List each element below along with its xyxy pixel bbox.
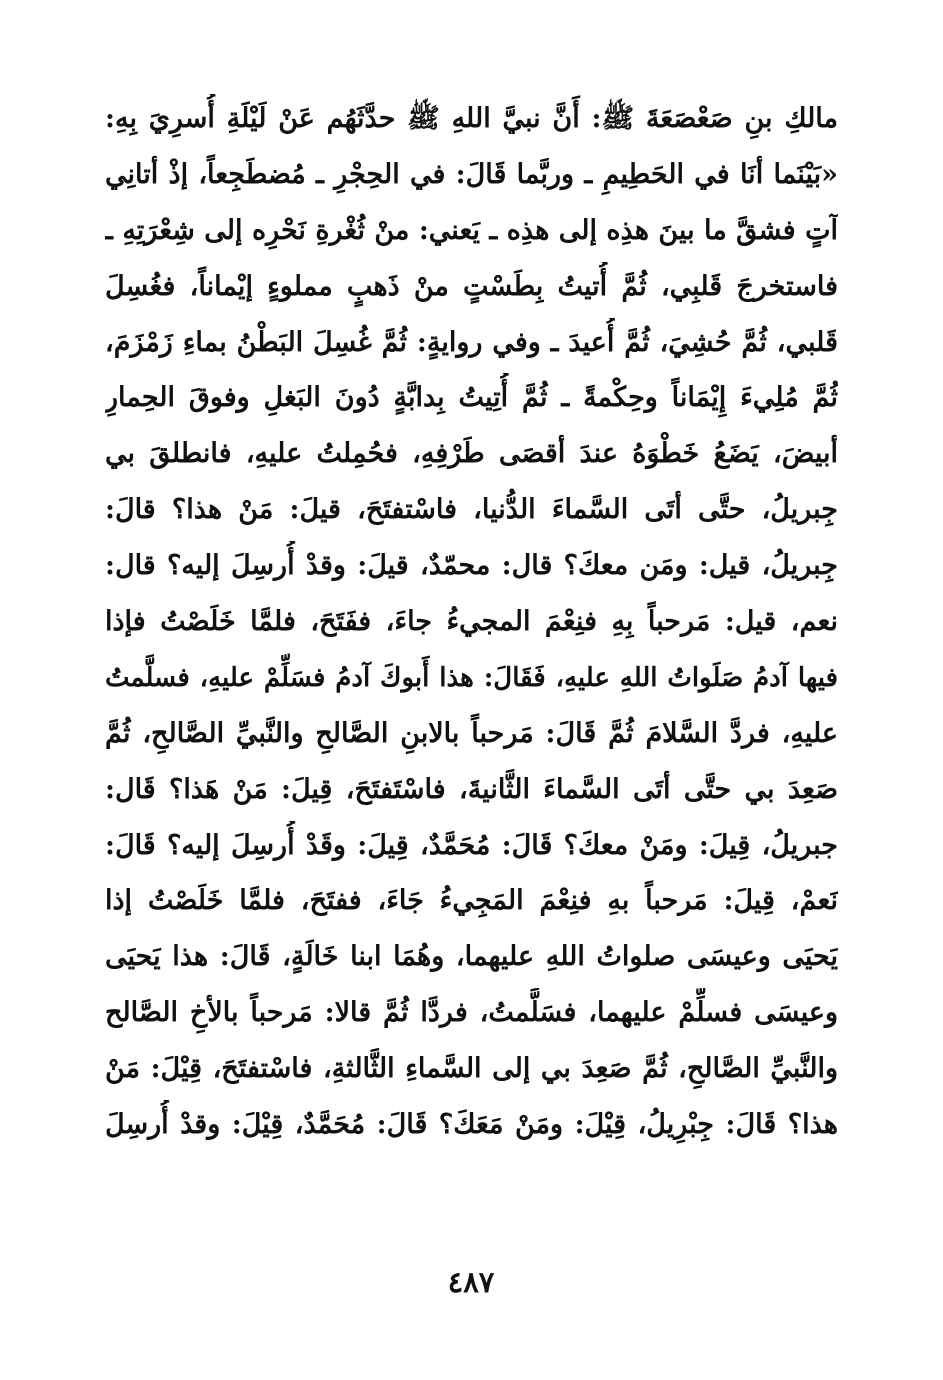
text-line: والنَّبيِّ الصَّالحِ، ثُمَّ صَعِدَ بي إلى السَّماءِ الثَّالثةِ، فاسْتفتَحَ، قِيْلَ: مَنْ <box>105 1053 838 1085</box>
text-line: فاستخرجَ قَلبِي، ثُمَّ أُتيتُ بِطَسْتٍ منْ ذَهبٍ مملوءٍ إيْماناً، فغُسِلَ <box>105 270 838 302</box>
page-number: ٤٨٧ <box>447 1265 495 1299</box>
text-line: نعم، قيل: مَرحباً بِهِ فنِعْمَ المجيءُ جاءَ، ففَتَحَ، فلمَّا خَلَصْتُ فإذا <box>105 606 838 638</box>
text-line: مالكِ بنِ صَعْصَعَةَ ﷺ: أَنَّ نبيَّ اللهِ ﷺ حدَّثَهُم عَنْ لَيْلَةِ أُسرِيَ بِهِ: <box>105 103 838 134</box>
text-line: ثُمَّ مُلِيءَ إِيْمَاناً وحِكْمةً ـ ثُمَّ أُتِيتُ بِدابَّةٍ دُونَ البَغلِ وفوقَ الحِمارِ <box>105 382 838 414</box>
body-text <box>105 94 838 1156</box>
text-line: عليهِ، فردَّ السَّلامَ ثُمَّ قَالَ: مَرحباً بالابنِ الصَّالحِ والنَّبيِّ الصَّالحِ، ثُمَّ <box>105 717 838 749</box>
text-line: نَعمْ، قِيلَ: مَرحباً بهِ فنِعْمَ المَجِيءُ جَاءَ، ففتَحَ، فلمَّا خَلَصْتُ إذا <box>105 885 838 917</box>
text-line: جِبريلُ، حتَّى أتَى السَّماءَ الدُّنيا، فاسْتفتَحَ، قيلَ: مَنْ هذا؟ قالَ: <box>105 494 838 526</box>
text-line: قَلبي، ثُمَّ حُشِيَ، ثُمَّ أُعيدَ ـ وفي روايةٍ: ثُمَّ غُسِلَ البَطْنُ بماءِ زَمْزَمَ، <box>105 326 838 358</box>
text-line: هذا؟ قَالَ: جِبْرِيلُ، قِيْلَ: ومَنْ مَعَكَ؟ قَالَ: مُحَمَّدٌ، قِيْلَ: وقدْ أُرسِلَ <box>105 1109 838 1141</box>
text-line: جِبريلُ، قيل: ومَن معكَ؟ قال: محمّدٌ، قيلَ: وقدْ أُرسِلَ إليه؟ قال: <box>105 550 838 582</box>
text-line: وعيسَى فسلِّمْ عليهما، فسَلَّمتُ، فردَّا ثُمَّ قالا: مَرحباً بالأخِ الصَّالح <box>105 997 838 1029</box>
text-line: يَحيَى وعيسَى صلواتُ اللهِ عليهما، وهُمَا ابنا خَالَةٍ، قَالَ: هذا يَحيَى <box>105 941 838 973</box>
text-line: جبريلُ، قِيلَ: ومَنْ معكَ؟ قَالَ: مُحَمَّدٌ، قِيلَ: وقَدْ أُرسِلَ إليه؟ قَالَ: <box>105 829 838 861</box>
text-line: صَعِدَ بي حتَّى أتَى السَّماءَ الثَّانيةَ، فاسْتَفتَحَ، قِيلَ: مَنْ هَذا؟ قَال: <box>105 773 838 805</box>
text-line: أبيضَ، يَضَعُ خَطْوَهُ عندَ أقصَى طَرْفِهِ، فحُمِلتُ عليهِ، فانطلقَ بي <box>105 438 838 470</box>
text-line: آتٍ فشقَّ ما بينَ هذِه إلى هذِه ـ يَعني: منْ ثُغْرةِ نَحْرِه إلى شِعْرَتِهِ ـ <box>105 214 838 246</box>
text-line: «بَيْنَما أنَا في الحَطِيمِ ـ وربَّما قَالَ: في الحِجْرِ ـ مُضطَجِعاً، إذْ أتانِي <box>105 158 838 190</box>
text-line: فيها آدمُ صَلَواتُ اللهِ عليهِ، فَقَالَ: هذا أَبوكَ آدمُ فسَلِّمْ عليهِ، فسلَّمتُ <box>105 662 838 693</box>
